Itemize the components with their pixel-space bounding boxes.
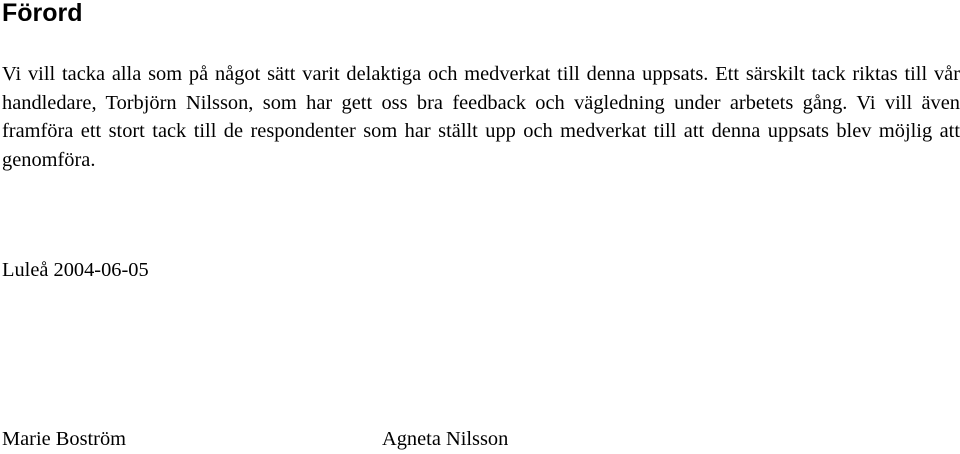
page-title: Förord [2,0,83,27]
place-and-date: Luleå 2004-06-05 [2,259,149,281]
signature-agneta-nilsson: Agneta Nilsson [382,428,509,450]
acknowledgement-paragraph: Vi vill tacka alla som på något sätt varit delaktiga och medverkat till denna uppsats. Ett särskilt tack riktas till vår handledare, Torbjörn Nilsson, som har gett oss bra feedback och vägledning under arbetets gång. Vi vill även framföra ett stort tack till de respondenter som har ställt upp och medverkat till att denna uppsats blev möjlig att genomföra. [2,63,960,172]
signature-marie-bostrom: Marie Boström [2,428,127,450]
